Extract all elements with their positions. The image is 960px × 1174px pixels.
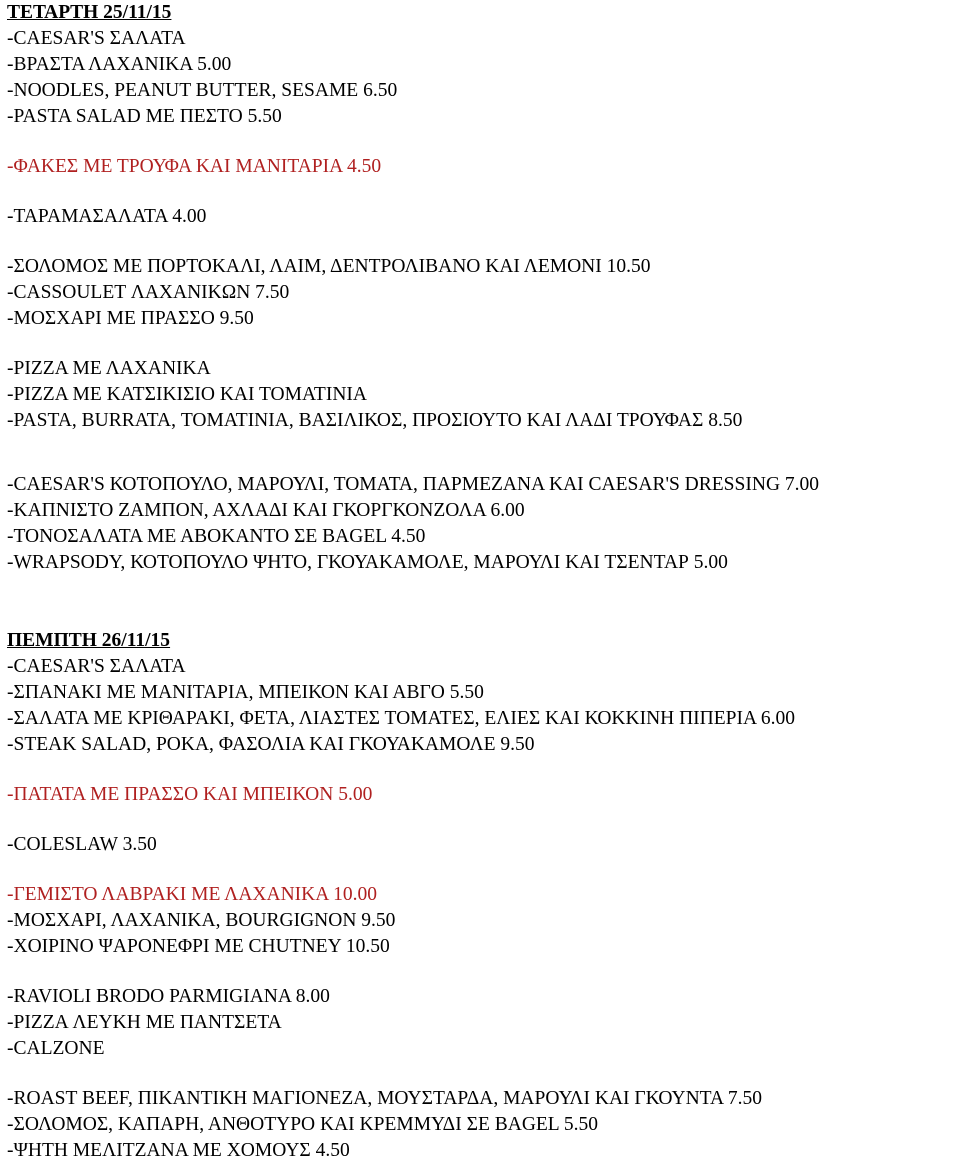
menu-item: -ΓΕΜΙΣΤΟ ΛΑΒΡΑΚΙ ΜΕ ΛΑΧΑΝΙΚΑ 10.00 — [7, 884, 377, 905]
menu-item: -COLESLAW 3.50 — [7, 834, 157, 855]
menu-item: -ROAST BEEF, ΠΙΚΑΝΤΙΚΗ ΜΑΓΙΟΝΕΖΑ, ΜΟΥΣΤΑΡΔΑ, ΜΑΡΟΥΛΙ ΚΑΙ ΓΚΟΥΝΤΑ 7.50 — [7, 1088, 763, 1109]
menu-item: -ΠΑΤΑΤΑ ΜΕ ΠΡΑΣΣΟ ΚΑΙ ΜΠΕΙΚΟΝ 5.00 — [7, 784, 373, 805]
menu-item: -ΣΟΛΟΜΟΣ ΜΕ ΠΟΡΤΟΚΑΛΙ, ΛΑΙΜ, ΔΕΝΤΡΟΛΙΒΑΝΟ ΚΑΙ ΛΕΜΟΝΙ 10.50 — [7, 256, 651, 277]
menu-item: -CALZONE — [7, 1038, 105, 1059]
menu-item: -ΧΟΙΡΙΝΟ ΨΑΡΟΝΕΦΡΙ ΜΕ CHUTNEY 10.50 — [7, 936, 390, 957]
menu-item: -CAESAR'S ΚΟΤΟΠΟΥΛΟ, ΜΑΡΟΥΛΙ, ΤΟΜΑΤΑ, ΠΑΡΜΕΖΑΝΑ ΚΑΙ CAESAR'S DRESSING 7.00 — [7, 474, 820, 495]
menu-item: -PIZZA ΜΕ ΛΑΧΑΝΙΚΑ — [7, 358, 211, 379]
menu-item: -ΜΟΣΧΑΡΙ, ΛΑΧΑΝΙΚΑ, BOURGIGNON 9.50 — [7, 910, 396, 931]
menu-item: -ΒΡΑΣΤΑ ΛΑΧΑΝΙΚΑ 5.00 — [7, 54, 232, 75]
menu-document — [7, 0, 957, 1164]
menu-item: -PASTA, BURRATA, ΤΟΜΑΤΙΝΙΑ, ΒΑΣΙΛΙΚΟΣ, ΠΡΟΣΙΟΥΤΟ ΚΑΙ ΛΑΔΙ ΤΡΟΥΦΑΣ 8.50 — [7, 410, 743, 431]
menu-item: -ΣΑΛΑΤΑ ΜΕ ΚΡΙΘΑΡΑΚΙ, ΦΕΤΑ, ΛΙΑΣΤΕΣ ΤΟΜΑΤΕΣ, ΕΛΙΕΣ ΚΑΙ ΚΟΚΚΙΝΗ ΠΙΠΕΡΙΑ 6.00 — [7, 708, 796, 729]
menu-item: -ΤΟΝΟΣΑΛΑΤΑ ΜΕ ΑΒΟΚΑΝΤΟ ΣΕ BAGEL 4.50 — [7, 526, 426, 547]
menu-item: -PIZZA ΛΕΥΚΗ ΜΕ ΠΑΝΤΣΕΤΑ — [7, 1012, 282, 1033]
menu-item: -CASSOULET ΛΑΧΑΝΙΚΩΝ 7.50 — [7, 282, 290, 303]
menu-item: -STEAK SALAD, ΡΟΚΑ, ΦΑΣΟΛΙΑ ΚΑΙ ΓΚΟΥΑΚΑΜΟΛΕ 9.50 — [7, 734, 535, 755]
menu-item: -ΣΠΑΝΑΚΙ ΜΕ ΜΑΝΙΤΑΡΙΑ, ΜΠΕΙΚΟΝ ΚΑΙ ΑΒΓΟ 5.50 — [7, 682, 484, 703]
menu-item: -ΣΟΛΟΜΟΣ, ΚΑΠΑΡΗ, ΑΝΘΟΤΥΡΟ ΚΑΙ ΚΡΕΜΜΥΔΙ ΣΕ BAGEL 5.50 — [7, 1114, 598, 1135]
menu-item: -ΚΑΠΝΙΣΤΟ ΖΑΜΠΟΝ, ΑΧΛΑΔΙ ΚΑΙ ΓΚΟΡΓΚΟΝΖΟΛΑ 6.00 — [7, 500, 525, 521]
menu-item: -PASTA SALAD ΜΕ ΠΕΣΤΟ 5.50 — [7, 106, 282, 127]
menu-item: -ΤΑΡΑΜΑΣΑΛΑΤΑ 4.00 — [7, 206, 207, 227]
menu-item: -CAESAR'S ΣΑΛΑΤΑ — [7, 656, 186, 677]
menu-item: -ΜΟΣΧΑΡΙ ΜΕ ΠΡΑΣΣΟ 9.50 — [7, 308, 254, 329]
menu-item: -ΨΗΤΗ ΜΕΛΙΤΖΑΝΑ ΜΕ ΧΟΜΟΥΣ 4.50 — [7, 1140, 350, 1161]
menu-item: -PIZZA ΜΕ ΚΑΤΣΙΚΙΣΙΟ ΚΑΙ ΤΟΜΑΤΙΝΙΑ — [7, 384, 367, 405]
menu-item: -WRAPSODY, ΚΟΤΟΠΟΥΛΟ ΨΗΤΟ, ΓΚΟΥΑΚΑΜΟΛΕ, ΜΑΡΟΥΛΙ ΚΑΙ ΤΣΕΝΤΑΡ 5.00 — [7, 552, 728, 573]
day-header-thursday: ΠΕΜΠΤΗ 26/11/15 — [7, 630, 171, 651]
menu-item: -CAESAR'S ΣΑΛΑΤΑ — [7, 28, 186, 49]
day-header-wednesday: ΤΕΤΑΡΤΗ 25/11/15 — [7, 2, 172, 23]
menu-item: -RAVIOLI BRODO PARMIGIANA 8.00 — [7, 986, 330, 1007]
menu-item: -NOODLES, PEANUT BUTTER, SESAME 6.50 — [7, 80, 398, 101]
menu-item: -ΦΑΚΕΣ ΜΕ ΤΡΟΥΦΑ ΚΑΙ ΜΑΝΙΤΑΡΙΑ 4.50 — [7, 156, 382, 177]
